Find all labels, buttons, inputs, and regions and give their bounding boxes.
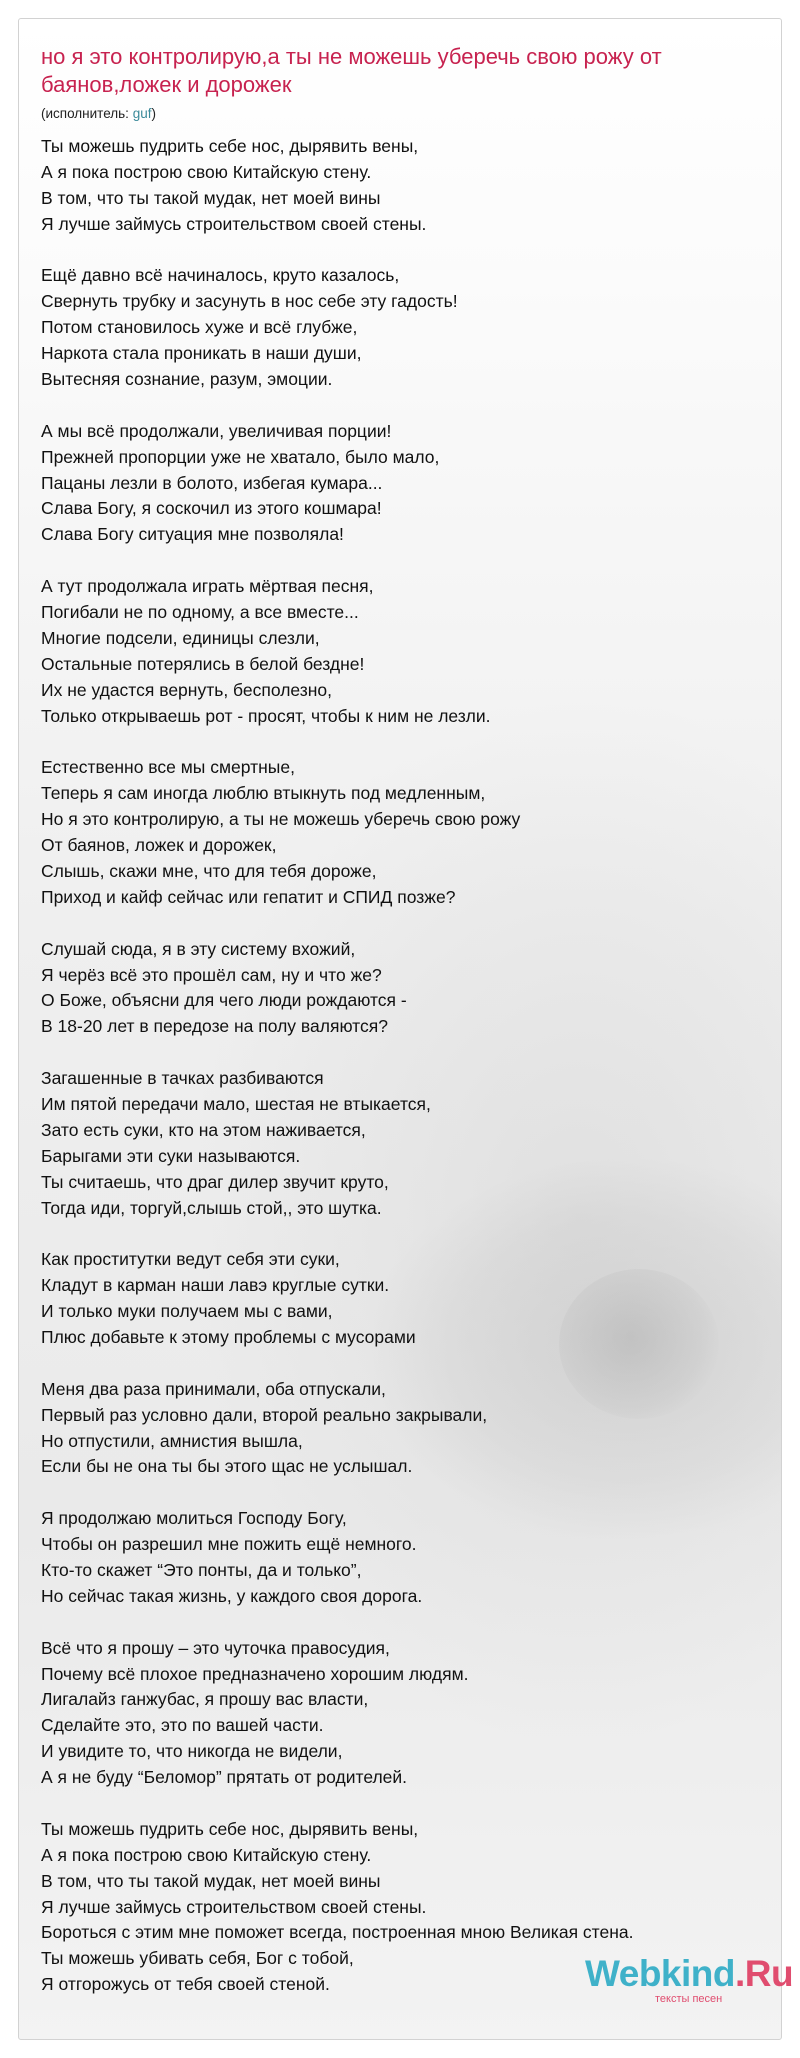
lyric-line: Я отгорожусь от тебя своей стеной.	[41, 1974, 330, 1995]
lyric-line: Многие подсели, единицы слезли,	[41, 627, 320, 648]
lyric-line: В том, что ты такой мудак, нет моей вины	[41, 1870, 381, 1891]
lyric-line: Свернуть трубку и засунуть в нос себе эту гадость!	[41, 291, 458, 312]
lyric-line: Ещё давно всё начиналось, круто казалось,	[41, 265, 400, 286]
stanza-gap	[41, 1610, 761, 1636]
lyric-line: Теперь я сам иногда люблю втыкнуть под медленным,	[41, 783, 486, 804]
performer-line	[41, 105, 156, 123]
lyric-line: Тогда иди, торгуй,слышь стой,, это шутка.	[41, 1197, 382, 1218]
lyric-line: Ты считаешь, что драг дилер звучит круто,	[41, 1171, 389, 1192]
performer-prefix: (исполнитель:	[41, 106, 133, 121]
lyric-line: В 18-20 лет в передозе на полу валяются?	[41, 1016, 388, 1037]
lyric-line: Но я это контролирую, а ты не можешь уберечь свою рожу	[41, 809, 521, 830]
lyric-line: Наркота стала проникать в наши души,	[41, 343, 362, 364]
performer-suffix: )	[151, 106, 156, 121]
stanza-gap	[41, 1221, 761, 1247]
lyric-line: Но сейчас такая жизнь, у каждого своя дорога.	[41, 1585, 423, 1606]
song-title: но я это контролирую,а ты не можешь уберечь свою рожу от баянов,ложек и дорожек	[41, 44, 662, 97]
lyric-line: Меня два раза принимали, оба отпускали,	[41, 1378, 386, 1399]
stanza-gap	[41, 729, 761, 755]
stanza-gap	[41, 1480, 761, 1506]
stanza-gap	[41, 548, 761, 574]
lyric-line: Но отпустили, амнистия вышла,	[41, 1430, 303, 1451]
site-logo-name	[585, 1953, 793, 1995]
lyric-line: Плюс добавьте к этому проблемы с мусорами	[41, 1326, 416, 1347]
stanza-gap	[41, 911, 761, 937]
lyric-line: Я продолжаю молиться Господу Богу,	[41, 1508, 347, 1529]
lyric-line: Слышь, скажи мне, что для тебя дороже,	[41, 860, 377, 881]
lyric-line: Первый раз условно дали, второй реально закрывали,	[41, 1404, 488, 1425]
lyric-line: Прежней пропорции уже не хватало, было мало,	[41, 446, 440, 467]
lyric-line: Слава Богу ситуация мне позволяла!	[41, 524, 344, 545]
lyric-line: Загашенные в тачках разбиваются	[41, 1068, 324, 1089]
lyric-line: Погибали не по одному, а все вместе...	[41, 602, 359, 623]
stanza-gap	[41, 238, 761, 264]
lyric-line: А я пока построю свою Китайскую стену.	[41, 1844, 372, 1865]
stanza-gap	[41, 1791, 761, 1817]
lyric-line: В том, что ты такой мудак, нет моей вины	[41, 187, 381, 208]
lyric-line: А мы всё продолжали, увеличивая порции!	[41, 420, 392, 441]
lyric-line: И только муки получаем мы с вами,	[41, 1301, 333, 1322]
stanza-gap	[41, 1040, 761, 1066]
lyric-line: Ты можешь пудрить себе нос, дырявить вены,	[41, 136, 419, 156]
site-logo-tld: .Ru	[735, 1953, 794, 1994]
lyric-line: Приход и кайф сейчас или гепатит и СПИД позже?	[41, 886, 456, 907]
lyric-line: Ты можешь пудрить себе нос, дырявить вены,	[41, 1818, 419, 1839]
lyric-line: Я лучше займусь строительством своей стены.	[41, 1896, 427, 1917]
lyric-line: От баянов, ложек и дорожек,	[41, 835, 277, 856]
lyric-line: Зато есть суки, кто на этом наживается,	[41, 1119, 366, 1140]
lyrics-card	[18, 18, 794, 2040]
lyric-line: Слушай сюда, я в эту систему вхожий,	[41, 938, 356, 959]
lyric-line: И увидите то, что никогда не видели,	[41, 1741, 343, 1762]
stanza-gap	[41, 1351, 761, 1377]
lyric-line: Если бы не она ты бы этого щас не услышал.	[41, 1456, 413, 1477]
lyric-line: Я черёз всё это прошёл сам, ну и что же?	[41, 964, 382, 985]
site-logo-word: Webkind	[585, 1953, 735, 1994]
lyric-line: А я пока построю свою Китайскую стену.	[41, 161, 372, 182]
lyric-line: Почему всё плохое предназначено хорошим людям.	[41, 1663, 469, 1684]
lyric-line: Слава Богу, я соскочил из этого кошмара!	[41, 498, 382, 519]
lyric-line: А тут продолжала играть мёртвая песня,	[41, 576, 374, 597]
lyric-line: Естественно все мы смертные,	[41, 757, 295, 778]
lyric-line: О Боже, объясни для чего люди рождаются -	[41, 990, 407, 1011]
lyric-line: Пацаны лезли в болото, избегая кумара...	[41, 472, 383, 493]
performer-link[interactable]: guf	[132, 106, 152, 121]
lyric-line: Я лучше займусь строительством своей стены.	[41, 213, 427, 234]
site-logo[interactable]	[585, 1953, 794, 2013]
lyric-line: Лигалайз ганжубас, я прошу вас власти,	[41, 1689, 369, 1710]
lyric-line: А я не буду “Беломор” прятать от родителей.	[41, 1767, 408, 1788]
lyric-line: Кладут в карман наши лавэ круглые сутки.	[41, 1275, 390, 1296]
lyrics-text	[41, 134, 761, 1998]
lyric-line: Их не удастся вернуть, бесполезно,	[41, 679, 333, 700]
lyric-line: Вытесняя сознание, разум, эмоции.	[41, 369, 333, 390]
lyric-line: Бороться с этим мне поможет всегда, построенная мною Великая стена.	[41, 1922, 634, 1943]
lyric-line: Остальные потерялись в белой бездне!	[41, 653, 365, 674]
lyric-line: Как проститутки ведут себя эти суки,	[41, 1249, 340, 1270]
stanza-gap	[41, 393, 761, 419]
lyric-line: Кто-то скажет “Это понты, да и только”,	[41, 1559, 362, 1580]
lyric-line: Барыгами эти суки называются.	[41, 1145, 301, 1166]
lyric-line: Всё что я прошу – это чуточка правосудия,	[41, 1637, 390, 1658]
lyric-line: Чтобы он разрешил мне пожить ещё немного.	[41, 1534, 417, 1555]
lyric-line: Сделайте это, это по вашей части.	[41, 1715, 324, 1736]
lyric-line: Потом становилось хуже и всё глубже,	[41, 317, 358, 338]
site-logo-tagline: тексты песен	[655, 1993, 723, 2005]
lyric-line: Ты можешь убивать себя, Бог с тобой,	[41, 1948, 354, 1969]
lyric-line: Только открываешь рот - просят, чтобы к ним не лезли.	[41, 705, 491, 726]
lyric-line: Им пятой передачи мало, шестая не втыкается,	[41, 1093, 431, 1114]
